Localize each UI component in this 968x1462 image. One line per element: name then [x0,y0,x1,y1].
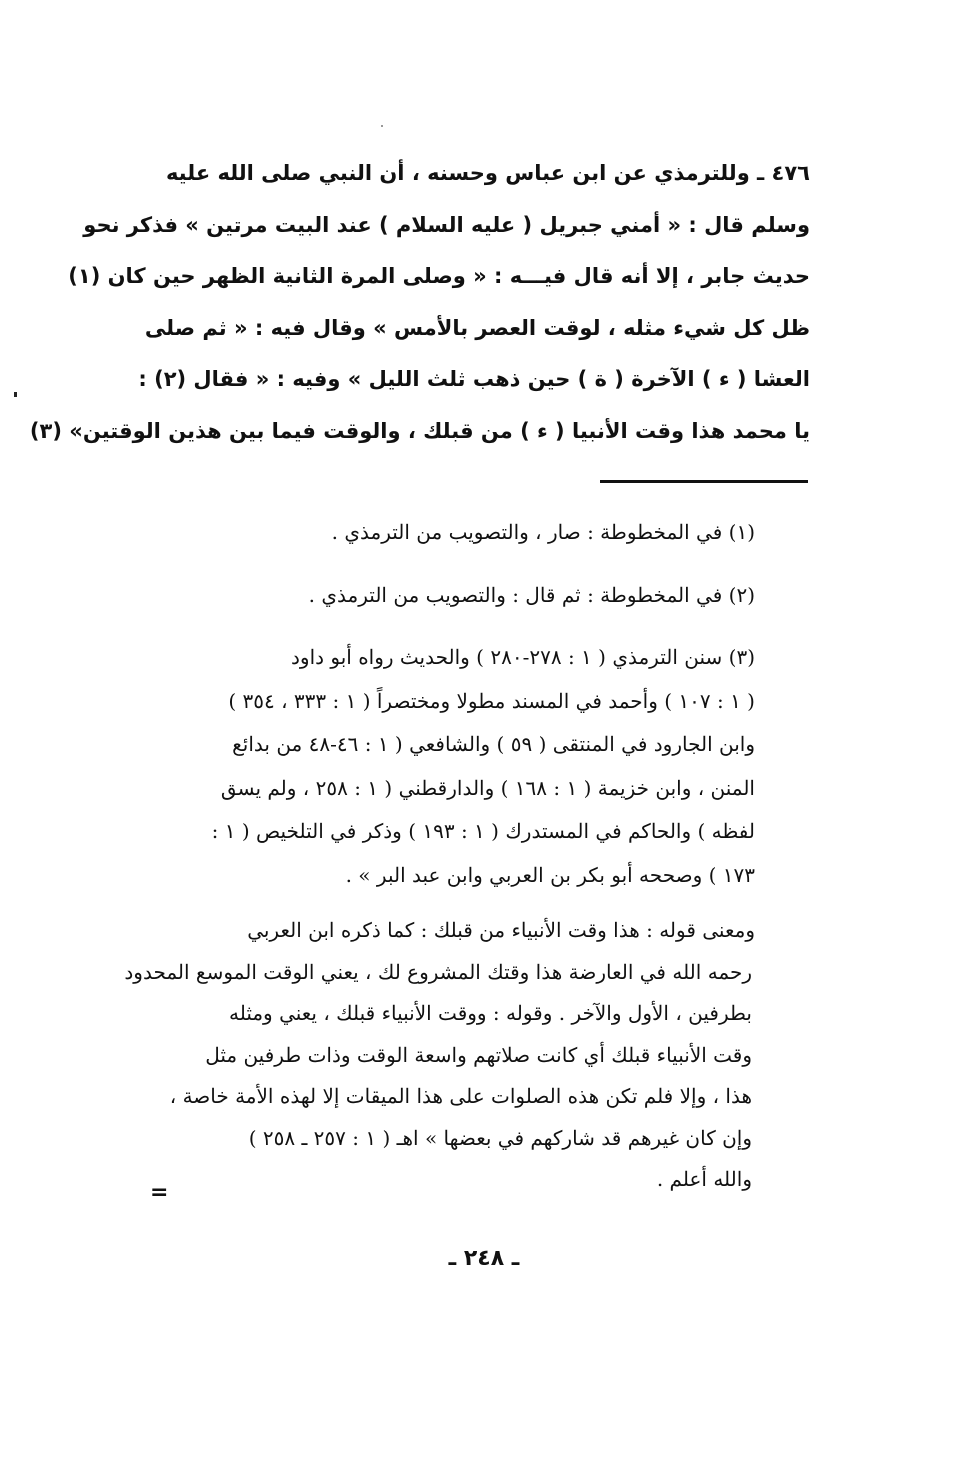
footnote-line: وابن الجارود في المنتقى ( ٥٩ ) والشافعي ( ١ : ٤٦-٤٨ من بدائع [232,732,755,756]
hadith-line: يا محمد هذا وقت الأنبيا ( ء ) من قبلك ، والوقت فيما بين هذين الوقتين» (٣) [29,418,810,443]
commentary-line: وقت الأنبياء قبلك أي كانت صلاتهم واسعة الوقت وذات طرفين مثل [205,1042,752,1067]
commentary-line: رحمه الله في العارضة هذا وقتك المشروع لك ، يعني الوقت الموسع المحدود [124,959,752,984]
footnote-line: ١٧٣ ) وصححه أبو بكر بن العربي وابن عبد البر » . [345,862,755,887]
footnote-line: (٣) سنن الترمذي ( ١ : ٢٧٨-٢٨٠ ) والحديث رواه أبو داود [291,645,755,669]
hadith-line: العشا ( ء ) الآخرة ( ة ) حين ذهب ثلث الليل » وفيه : « فقال (٢) : [138,367,810,391]
footnote-line: ( ١ : ١٠٧ ) وأحمد في المسند مطولا ومختصراً ( ١ : ٣٣٣ ، ٣٥٤ ) [228,688,755,713]
footnote-1 [148,512,810,552]
footnote-separator [600,480,808,483]
scan-speck [14,392,17,397]
hadith-line: ٤٧٦ ـ وللترمذي عن ابن عباس وحسنه ، أن النبي صلى الله عليه [165,161,810,185]
footnote-2 [148,575,810,615]
page-number: ـ ٢٤٨ ـ [448,1246,520,1271]
hadith-line: وسلم قال : « أمني جبريل ( عليه السلام ) عند البيت مرتين » فذكر نحو [83,212,810,237]
hadith-line: حديث جابر ، إلا أنه قال فيـــه : « وصلى المرة الثانية الظهر حين كان (١) [68,264,810,288]
footnote-line: (١) في المخطوطة : صار ، والتصويب من الترمذي . [331,520,755,544]
hadith-paragraph [29,148,810,457]
footnote-3 [148,636,810,897]
commentary-line: ومعنى قوله : هذا وقت الأنبياء من قبلك : كما ذكره ابن العربي [247,918,755,942]
continuation-mark: = [150,1180,169,1205]
commentary-line: والله أعلم . [656,1167,752,1191]
commentary-line: وإن كان غيرهم قد شاركهم في بعضها » اهـ ( ١ : ٢٥٧ ـ ٢٥٨ ) [248,1125,752,1150]
commentary-paragraph [124,910,810,1201]
footnote-line: المنن ، وابن خزيمة ( ١ : ١٦٨ ) والدارقطني ( ١ : ٢٥٨ ، ولم يسق [220,775,755,800]
footnote-line: لفظه ) والحاكم في المستدرك ( ١ : ١٩٣ ) وذكر في التلخيص ( ١ : [211,819,755,843]
footnote-line: (٢) في المخطوطة : ثم قال : والتصويب من الترمذي . [308,583,755,607]
scan-speck [381,125,383,127]
commentary-line: بطرفين ، الأول والآخر . وقوله : ووقت الأنبياء قبلك ، يعني ومثله [228,1001,752,1025]
commentary-line: هذا ، وإلا فلم تكن هذه الصلوات على هذا الميقات إلا لهذه الأمة خاصة ، [169,1084,752,1108]
hadith-line: ظل كل شيء مثله ، لوقت العصر بالأمس » وقال فيه : « ثم صلى [144,315,810,340]
